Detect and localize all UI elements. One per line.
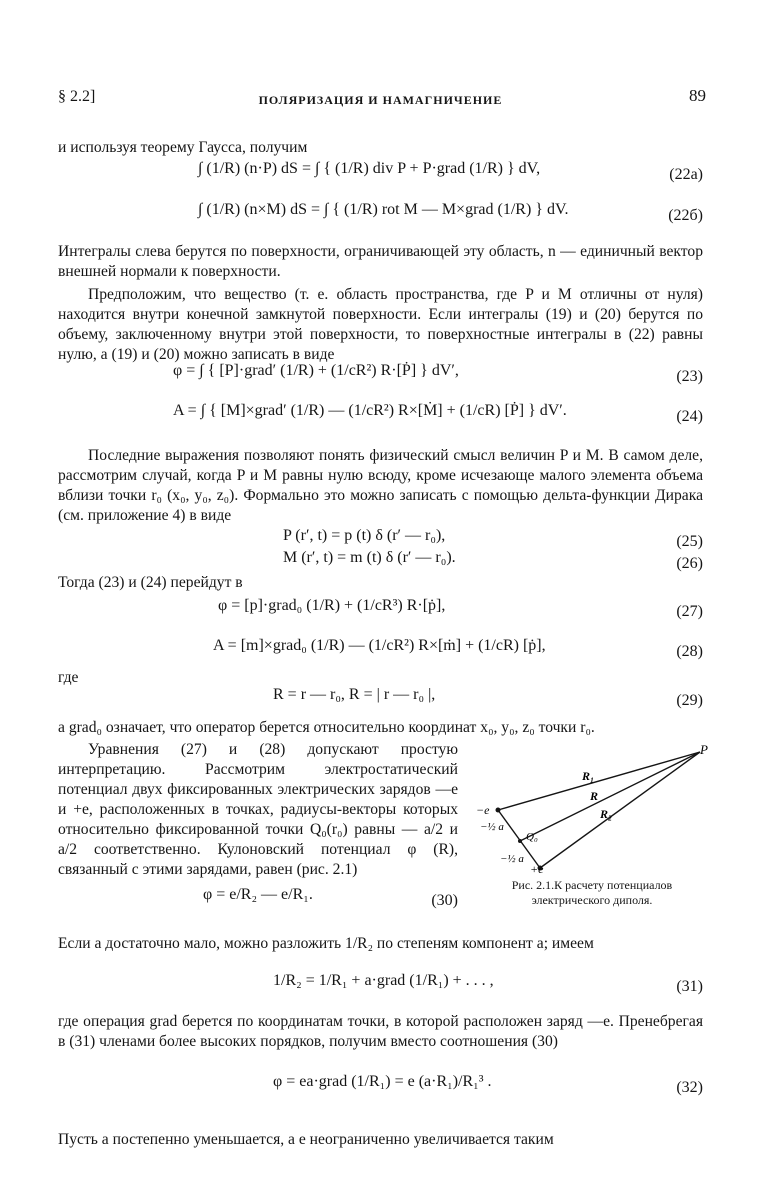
equation-28 — [58, 637, 703, 669]
equation-24 — [58, 402, 703, 434]
paragraph: где — [58, 669, 79, 686]
paragraph: где операция grad берется по координатам точки, в которой расположен заряд —e. Пренебрегая в (31) членами более высоких порядков, получим вместо соотношения (30) — [58, 1013, 703, 1050]
paragraph: а grad₀ означает, что оператор берется относительно координат x₀, y₀, z₀ точки r₀. — [58, 719, 595, 736]
paragraph: Пусть a постепенно уменьшается, а e неограниченно увеличивается таким — [58, 1131, 554, 1148]
equation-number: (30) — [431, 892, 458, 909]
equation-formula: R = r — r₀, R = | r — r₀ |, — [273, 686, 436, 703]
equation-formula: A = [m]×grad₀ (1/R) — (1/cR²) R×[ṁ] + (1/cR) [ṗ], — [213, 637, 546, 654]
equation-32 — [58, 1073, 703, 1105]
charge-minus — [496, 808, 501, 813]
equation-formula: φ = ea·grad (1/R₁) = e (a·R₁)/R₁³ . — [273, 1073, 492, 1090]
equation-number: (24) — [676, 408, 703, 425]
point-q0 — [518, 839, 522, 843]
equation-number: (25) — [676, 533, 703, 550]
equation-number: (31) — [676, 978, 703, 995]
label-r2: R₂ — [600, 807, 613, 821]
equation-formula: φ = e/R₂ — e/R₁. — [203, 886, 313, 903]
equation-number: (29) — [676, 692, 703, 709]
paragraph: Если a достаточно мало, можно разложить 1/R₂ по степеням компонент a; имеем — [58, 935, 594, 952]
paragraph: Уравнения (27) и (28) допускают простую интерпретацию. Рассмотрим электростатический потенциал двух фиксированных электрических зарядов —e и +e, расположенных в точках, радиусы-векторы которых относительно фиксированной точки Q₀(r₀) равны — a/2 и a/2 соответственно. Кулоновский потенциал φ (R), связанный с этими зарядами, равен (рис. 2.1) — [58, 741, 458, 878]
label-q0: Q₀ — [526, 831, 538, 843]
equation-23 — [58, 362, 703, 394]
label-r1: R₁ — [582, 769, 595, 783]
equation-31 — [58, 972, 703, 1004]
paragraph: Предположим, что вещество (т. е. область пространства, где P и M отличны от нуля) находится внутри конечной замкнутой поверхности. Если интегралы (19) и (20) берутся по объему, заключенному внутри этой поверхности, то поверхностные интегралы в (22) равны нулю, а (19) и (20) можно записать в виде — [58, 286, 703, 363]
equation-number: (23) — [676, 368, 703, 385]
equation-number: (32) — [676, 1079, 703, 1096]
equation-formula: P (r′, t) = p (t) δ (r′ — r₀), — [283, 527, 446, 544]
equation-29 — [58, 686, 703, 718]
equation-formula: M (r′, t) = m (t) δ (r′ — r₀). — [283, 549, 456, 566]
equation-formula: φ = [p]·grad₀ (1/R) + (1/cR³) R·[ṗ], — [218, 597, 446, 614]
equation-30 — [58, 886, 458, 918]
equation-formula: A = ∫ { [M]×grad′ (1/R) — (1/cR²) R×[Ṁ] + (1/cR) [Ṗ] } dV′. — [173, 402, 567, 419]
paragraph: и используя теорему Гаусса, получим — [58, 139, 308, 156]
equation-number: (26) — [676, 555, 703, 572]
equation-number: (28) — [676, 643, 703, 660]
figure-caption: Рис. 2.1.К расчету потенциалов электрического диполя. — [511, 878, 673, 907]
equation-formula: φ = ∫ { [P]·grad′ (1/R) + (1/cR²) R·[Ṗ] } dV′, — [173, 362, 459, 379]
label-plus-e: +e — [530, 862, 544, 874]
section-number: § 2.2] — [58, 88, 96, 105]
vector-r2 — [540, 752, 700, 868]
paragraph: Тогда (23) и (24) перейдут в — [58, 574, 243, 591]
dipole-figure — [472, 744, 712, 874]
equation-formula: 1/R₂ = 1/R₁ + a·grad (1/R₁) + . . . , — [273, 972, 494, 989]
equation-27 — [58, 597, 703, 629]
running-title: ПОЛЯРИЗАЦИЯ И НАМАГНИЧЕНИЕ — [258, 93, 503, 107]
label-minus-e: −e — [476, 803, 490, 817]
equation-22b — [58, 201, 703, 233]
page-number: 89 — [689, 86, 706, 105]
equation-22a — [58, 160, 703, 192]
label-a-half-bottom: −½ a — [500, 853, 524, 865]
equation-number: (22б) — [668, 207, 703, 224]
equation-formula: ∫ (1/R) (n×M) dS = ∫ { (1/R) rot M — M×grad (1/R) } dV. — [198, 201, 569, 218]
equation-number: (27) — [676, 603, 703, 620]
paragraph: Интегралы слева берутся по поверхности, ограничивающей эту область, n — единичный вектор внешней нормали к поверхности. — [58, 243, 703, 280]
label-r: R — [590, 789, 599, 803]
paragraph: Последние выражения позволяют понять физический смысл величин P и M. В самом деле, рассмотрим случай, когда P и M равны нулю всюду, кроме исчезающе малого элемента объема вблизи точки r₀ (x₀, y₀, z₀). Формально это можно записать с помощью дельта-функции Дирака (см. приложение 4) в виде — [58, 447, 703, 524]
equation-number: (22a) — [669, 166, 703, 183]
label-p: P — [700, 744, 708, 757]
label-a-half-top: −½ a — [480, 821, 504, 833]
equation-formula: ∫ (1/R) (n·P) dS = ∫ { (1/R) div P + P·grad (1/R) } dV, — [198, 160, 541, 177]
